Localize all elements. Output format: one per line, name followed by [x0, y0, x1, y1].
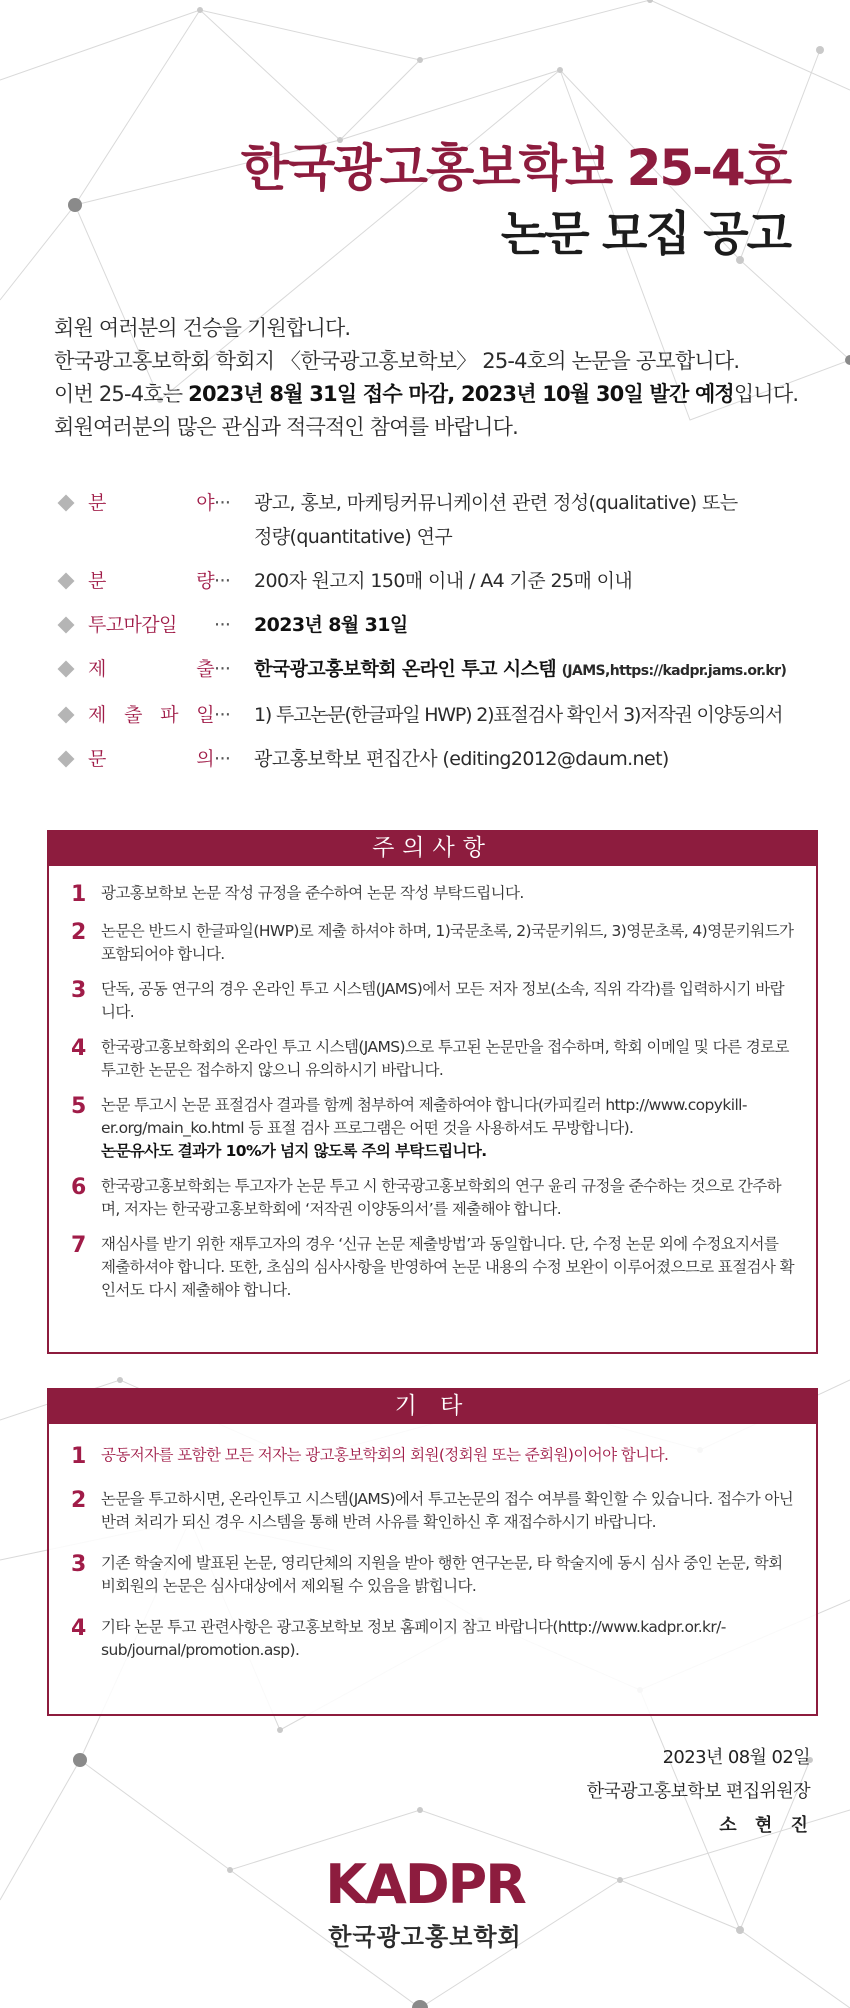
notice-item — [71, 1233, 796, 1302]
spec-contact-value: 광고홍보학보 편집간사 (editing2012@daum.net) — [254, 748, 669, 770]
notice-item — [71, 1036, 796, 1082]
notice-item-number: 2 — [71, 920, 87, 945]
intro — [54, 312, 814, 444]
spec-length-value: 200자 원고지 150매 이내 / A4 기준 25매 이내 — [254, 570, 633, 592]
signature-name: 소 현 진 — [719, 1815, 814, 1836]
intro-line3 — [54, 378, 814, 411]
diamond-bullet-icon — [58, 707, 75, 724]
etc-item-number: 3 — [71, 1552, 87, 1577]
spec-length — [56, 564, 826, 598]
spec-dots: ··· — [214, 658, 231, 680]
spec-submission-value: 한국광고홍보학회 온라인 투고 시스템 — [254, 658, 557, 680]
spec-contact — [56, 742, 826, 776]
signature-org: 한국광고홍보학보 편집위원장 — [586, 1781, 810, 1802]
spec-dots: ··· — [214, 570, 231, 592]
spec-submission-url: (JAMS,https://kadpr.jams.or.kr) — [561, 663, 787, 679]
notice-item — [71, 1094, 796, 1163]
spec-field-label: 분 야 — [88, 492, 214, 514]
etc-item-text: 기존 학술지에 발표된 논문, 영리단체의 지원을 받아 행한 연구논문, 타 학술지에 동시 심사 중인 논문, 학회 비회원의 논문은 심사대상에서 제외될 수 있음을 밝힙니다. — [101, 1554, 783, 1595]
spec-dots: ··· — [214, 704, 231, 726]
spec-submission-label: 제 출 — [88, 658, 214, 680]
notice-item — [71, 978, 796, 1024]
logo-mark: KADPR — [325, 1853, 525, 1916]
signature — [586, 1741, 814, 1843]
spec-submission — [56, 652, 826, 688]
signature-date: 2023년 08월 02일 — [662, 1747, 810, 1768]
diamond-bullet-icon — [58, 661, 75, 678]
title-line2: 논문 모집 공고 — [500, 207, 790, 262]
etc-item — [71, 1616, 796, 1662]
etc-item-text: 공동저자를 포함한 모든 저자는 광고홍보학회의 회원(정회원 또는 준회원)이어야 합니다. — [101, 1446, 669, 1464]
spec-length-label: 분 량 — [88, 570, 214, 592]
notice-item — [71, 920, 796, 966]
spec-files-value: 1) 투고논문(한글파일 HWP) 2)표절검사 확인서 3)저작권 이양동의서 — [254, 704, 783, 726]
spec-field — [56, 486, 826, 554]
notice-item — [71, 882, 796, 908]
notice-item-text: 논문은 반드시 한글파일(HWP)로 제출 하셔야 하며, 1)국문초록, 2)국문키워드, 3)영문초록, 4)영문키워드가 포함되어야 합니다. — [101, 922, 794, 963]
notice-item-number: 3 — [71, 978, 87, 1003]
notice-item-text: 한국광고홍보학회는 투고자가 논문 투고 시 한국광고홍보학회의 연구 윤리 규정을 준수하는 것으로 간주하며, 저자는 한국광고홍보학회에 ‘저작권 이양동의서’를 제출해야 합니다. — [101, 1177, 782, 1218]
notice-item-number: 7 — [71, 1233, 87, 1258]
notice-item-number: 6 — [71, 1175, 87, 1200]
notice-item-text: 재심사를 받기 위한 재투고자의 경우 ‘신규 논문 제출방법’과 동일합니다. 단, 수정 논문 외에 수정요지서를 제출하셔야 합니다. 또한, 초심의 심사사항을 반영하여 논문 내용의 수정 보완이 이루어졌으므로 표절검사 확인서도 다시 제출해야 합니다. — [101, 1235, 794, 1299]
etc-item-number: 2 — [71, 1488, 87, 1513]
notice-heading: 주의사항 — [47, 830, 818, 866]
spec-deadline-label: 투고마감일 — [88, 614, 177, 636]
intro-line3-suffix: 입니다. — [733, 382, 799, 406]
notice-item-number: 5 — [71, 1094, 87, 1119]
spec-files — [56, 698, 826, 732]
notice-item-text: 한국광고홍보학회의 온라인 투고 시스템(JAMS)으로 투고된 논문만을 접수하며, 학회 이메일 및 다른 경로로 투고한 논문은 접수하지 않으니 유의하시기 바랍니다. — [101, 1038, 789, 1079]
spec-list — [56, 486, 826, 786]
notice-item-number: 1 — [71, 882, 87, 907]
spec-deadline — [56, 608, 826, 642]
spec-files-label: 제 출 파 일 — [88, 704, 214, 726]
etc-item-text: 논문을 투고하시면, 온라인투고 시스템(JAMS)에서 투고논문의 접수 여부를 확인할 수 있습니다. 접수가 아닌 반려 처리가 되신 경우 시스템을 통해 반려 사유를 확인하신 후 재접수하시기 바랍니다. — [101, 1490, 794, 1531]
notice-item-text: 단독, 공동 연구의 경우 온라인 투고 시스템(JAMS)에서 모든 저자 정보(소속, 직위 각각)를 입력하시기 바랍니다. — [101, 980, 784, 1021]
notice-item-5-text: 논문 투고시 논문 표절검사 결과를 함께 첨부하여 제출하여야 합니다(카피킬러 http://www.copykill-er.org/main_ko.html 등 표절 검사 프로그램은 어떤 것을 사용하셔도 무방합니다). — [101, 1096, 747, 1137]
etc-list — [49, 1424, 816, 1684]
notice-item-5-bold: 논문유사도 결과가 10%가 넘지 않도록 주의 부탁드립니다. — [101, 1142, 487, 1160]
diamond-bullet-icon — [58, 617, 75, 634]
spec-deadline-value: 2023년 8월 31일 — [254, 614, 408, 636]
etc-item — [71, 1552, 796, 1598]
spec-dots: ··· — [214, 748, 231, 770]
spec-field-value-line1: 광고, 홍보, 마케팅커뮤니케이션 관련 정성(qualitative) 또는 — [254, 492, 738, 514]
notice-box — [47, 866, 818, 1354]
etc-item — [71, 1444, 796, 1470]
logo-org-name: 한국광고홍보학회 — [328, 1923, 522, 1951]
etc-item-number: 1 — [71, 1444, 87, 1469]
diamond-bullet-icon — [58, 751, 75, 768]
spec-dots: ··· — [214, 614, 231, 636]
etc-heading: 기 타 — [47, 1388, 818, 1424]
intro-line2: 한국광고홍보학회 학회지 〈한국광고홍보학보〉 25-4호의 논문을 공모합니다. — [54, 349, 740, 373]
notice-item — [71, 1175, 796, 1221]
notice-item-text: 광고홍보학보 논문 작성 규정을 준수하여 논문 작성 부탁드립니다. — [101, 884, 524, 902]
notice-item-text — [101, 1094, 796, 1163]
notice-list — [49, 866, 816, 1324]
etc-item-number: 4 — [71, 1616, 87, 1641]
diamond-bullet-icon — [58, 573, 75, 590]
intro-line1: 회원 여러분의 건승을 기원합니다. — [54, 316, 351, 340]
spec-field-value — [254, 486, 826, 554]
title-line1: 한국광고홍보학보 25-4호 — [240, 139, 790, 197]
diamond-bullet-icon — [58, 495, 75, 512]
etc-box — [47, 1424, 818, 1716]
notice-item-number: 4 — [71, 1036, 87, 1061]
kadpr-logo — [300, 1855, 550, 1952]
intro-line3-prefix: 이번 25-4호는 — [54, 382, 189, 406]
spec-dots: ··· — [214, 492, 231, 514]
intro-line3-highlight: 2023년 8월 31일 접수 마감, 2023년 10월 30일 발간 예정 — [188, 382, 734, 406]
spec-contact-label: 문 의 — [88, 748, 214, 770]
etc-item — [71, 1488, 796, 1534]
etc-item-text: 기타 논문 투고 관련사항은 광고홍보학보 정보 홈페이지 참고 바랍니다(http://www.kadpr.or.kr/-sub/journal/promotion.asp). — [101, 1618, 726, 1659]
spec-field-value-line2: 정량(quantitative) 연구 — [254, 526, 453, 548]
intro-line4: 회원여러분의 많은 관심과 적극적인 참여를 바랍니다. — [54, 415, 518, 439]
